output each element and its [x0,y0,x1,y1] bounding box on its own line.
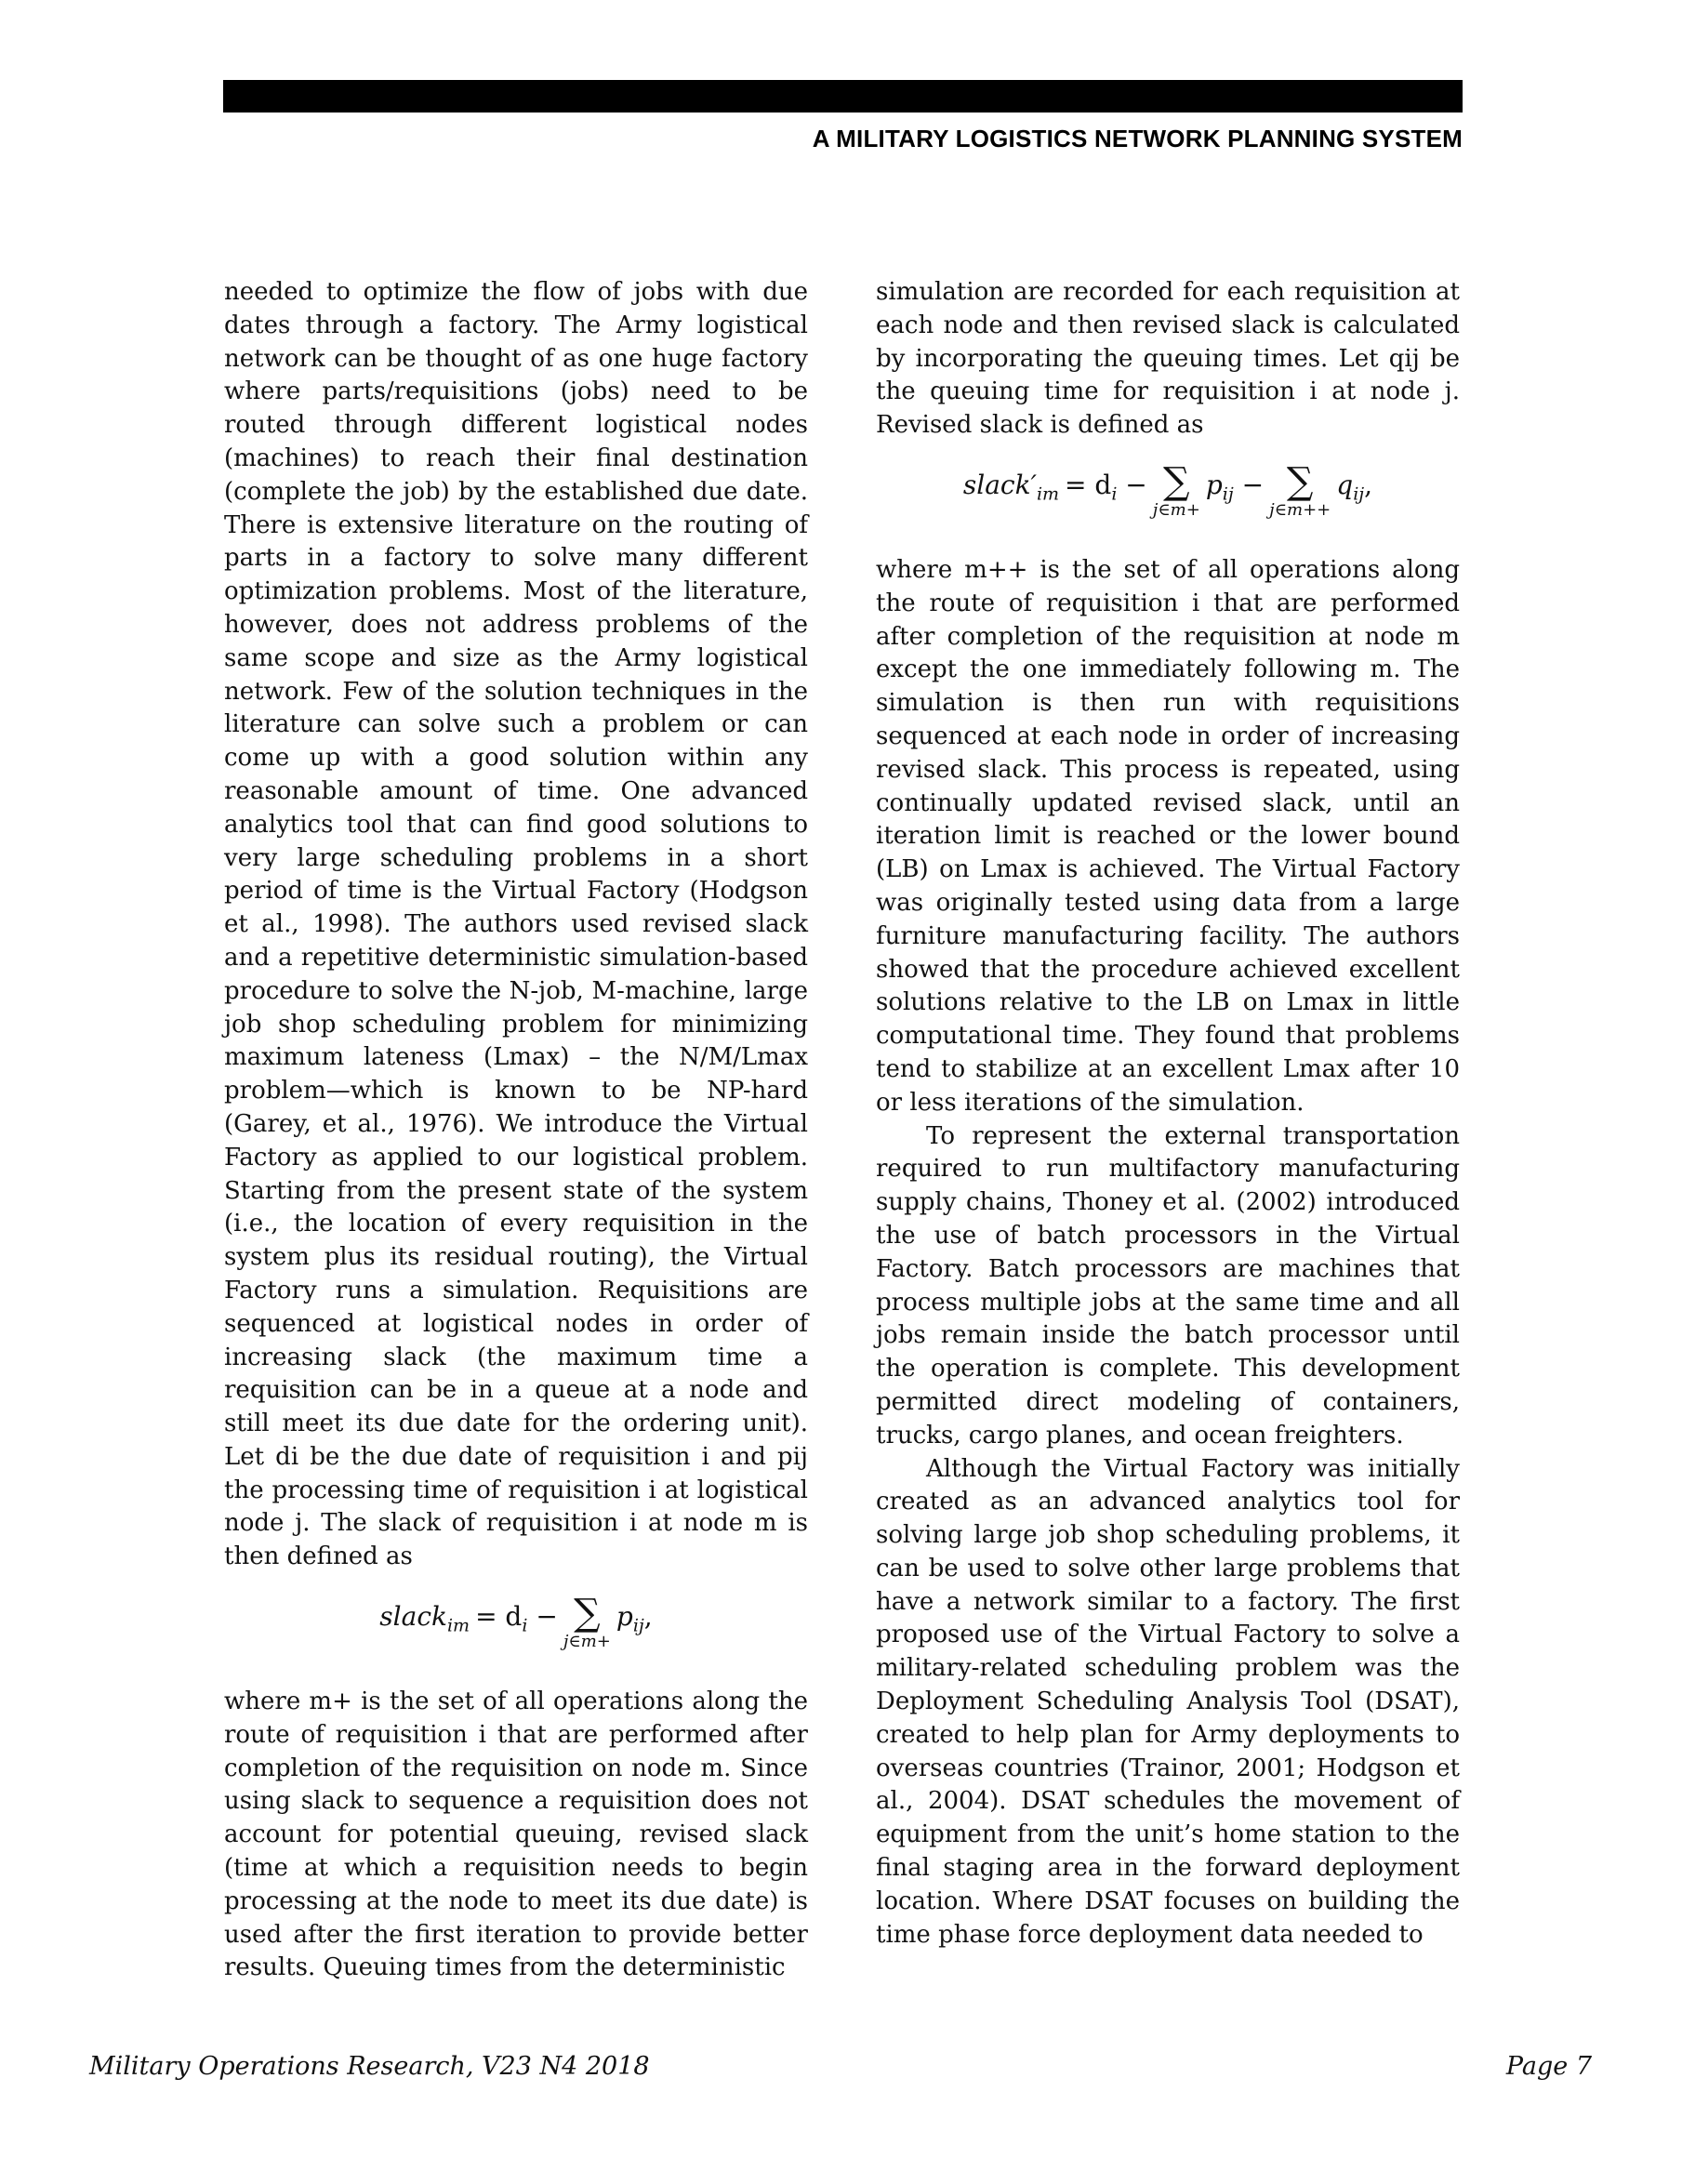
eq1-lhs-sub: im [446,1615,470,1636]
eq1-minus: − [527,1601,558,1633]
eq1-sum-index: j∈m+ [563,1632,611,1652]
eq2-d-sub: i [1111,483,1118,505]
page-number: Page 7 [1505,2052,1592,2081]
right-column [876,276,1460,1952]
eq2-term1-sub: ij [1222,483,1234,505]
eq2-minus-2: − [1233,469,1265,500]
eq2-minus-1: − [1117,469,1147,500]
eq1-equals-d: = d [475,1601,523,1633]
journal-citation: Military Operations Research, V23 N4 2018 [89,2052,650,2081]
eq2-term-2: q [1336,469,1354,500]
right-paragraph-2: where m++ is the set of all operations along the route of requisition i that are performed after completion of the requisition at node m except the one immediately following m. The simulation is then run with requisitions sequenced at each node in order of increasing revised slack. This process is repeated, using continually updated revised slack, until an iteration limit is reached or the lower bound (LB) on Lmax is achieved. The Virtual Factory was originally tested using data from a large furniture manufacturing facility. The authors showed that the procedure achieved excellent solutions relative to the LB on Lmax in little computational time. They found that problems tend to stabilize at an excellent Lmax after 10 or less iterations of the simulation. [876,555,1460,1117]
equation-revised-slack [876,459,1460,530]
eq2-lhs-sub: im [1036,483,1060,505]
left-paragraph-2: where m+ is the set of all operations along the route of requisition i that are performed after completion of the requisition on node m. Since using slack to sequence a requisition does not account for potential queuing, revised slack (time at which a requisition needs to begin processing at the node to meet its due date) is used after the first iteration to provide better results. Queuing times from the deterministic [224,1688,808,1982]
eq1-d-sub: i [522,1615,528,1636]
running-title: A MILITARY LOGISTICS NETWORK PLANNING SYSTEM [812,125,1463,152]
eq1-tail: , [643,1601,653,1633]
header-rule [223,80,1463,113]
eq1-lhs: slack [379,1601,447,1633]
eq2-equals-d: = d [1065,469,1112,500]
eq2-term2-sub: ij [1353,483,1365,505]
eq2-summation-1 [1152,459,1200,520]
eq2-summation-2 [1269,459,1331,520]
eq1-summation [563,1592,611,1652]
eq1-term-sub: ij [632,1615,644,1636]
eq2-term-1: p [1205,469,1223,500]
eq2-sum1-symbol: ∑ [1163,459,1190,503]
eq2-sum2-index: j∈m++ [1269,499,1331,520]
eq1-term: p [616,1601,633,1633]
eq2-sum2-symbol: ∑ [1286,459,1314,503]
left-column [224,276,808,1985]
left-paragraph-1: needed to optimize the flow of jobs with due dates through a factory. The Army logistical network can be thought of as one huge factory where parts/requisitions (jobs) need to be routed through different logistical nodes (machines) to reach their final destination (complete the job) by the established due date. There is extensive literature on the routing of parts in a factory to solve many different optimization problems. Most of the literature, however, does not address problems of the same scope and size as the Army logistical network. Few of the solution techniques in the literature can solve such a problem or can come up with a good solution within any reasonable amount of time. One advanced analytics tool that can find good solutions to very large scheduling problems in a short period of time is the Virtual Factory (Hodgson et al., 1998). The authors used revised slack and a repetitive deterministic simulation-based procedure to solve the N-job, M-machine, large job shop scheduling problem for minimizing maximum lateness (Lmax) – the N/M/Lmax problem—which is known to be NP-hard (Garey, et al., 1976). We introduce the Virtual Factory as applied to our logistical problem. Starting from the present state of the system (i.e., the location of every requisition in the system plus its residual routing), the Virtual Factory runs a simulation. Requisitions are sequenced at logistical nodes in order of increasing slack (the maximum time a requisition can be in a queue at a node and still meet its due date for the ordering unit). Let di be the due date of requisition i and pij the processing time of requisition i at logistical node j. The slack of requisition i at node m is then defined as [224,278,808,1571]
right-paragraph-1: simulation are recorded for each requisition at each node and then revised slack is calculated by incorporating the queuing times. Let qij be the queuing time for requisition i at node j. Revised slack is defined as [876,278,1460,440]
eq1-sum-symbol: ∑ [574,1592,601,1635]
right-paragraph-4: Although the Virtual Factory was initially created as an advanced analytics tool for solving large job shop scheduling problems, it can be used to solve other large problems that have a network similar to a factory. The first proposed use of the Virtual Factory to solve a military-related scheduling problem was the Deployment Scheduling Analysis Tool (DSAT), created to help plan for Army deployments to overseas countries (Trainor, 2001; Hodgson et al., 2004). DSAT schedules the movement of equipment from the unit’s home station to the final staging area in the forward deployment location. Where DSAT focuses on building the time phase force deployment data needed to [876,1454,1460,1949]
eq2-tail: , [1364,469,1373,500]
right-paragraph-3: To represent the external transportation required to run multifactory manufacturing supply chains, Thoney et al. (2002) introduced the use of batch processors in the Virtual Factory. Batch processors are machines that process multiple jobs at the same time and all jobs remain inside the batch processor until the operation is complete. This development permitted direct modeling of containers, trucks, cargo planes, and ocean freighters. [876,1121,1460,1449]
eq2-lhs: slack′ [962,469,1037,500]
eq2-sum1-index: j∈m+ [1152,499,1200,520]
equation-slack [224,1592,808,1661]
